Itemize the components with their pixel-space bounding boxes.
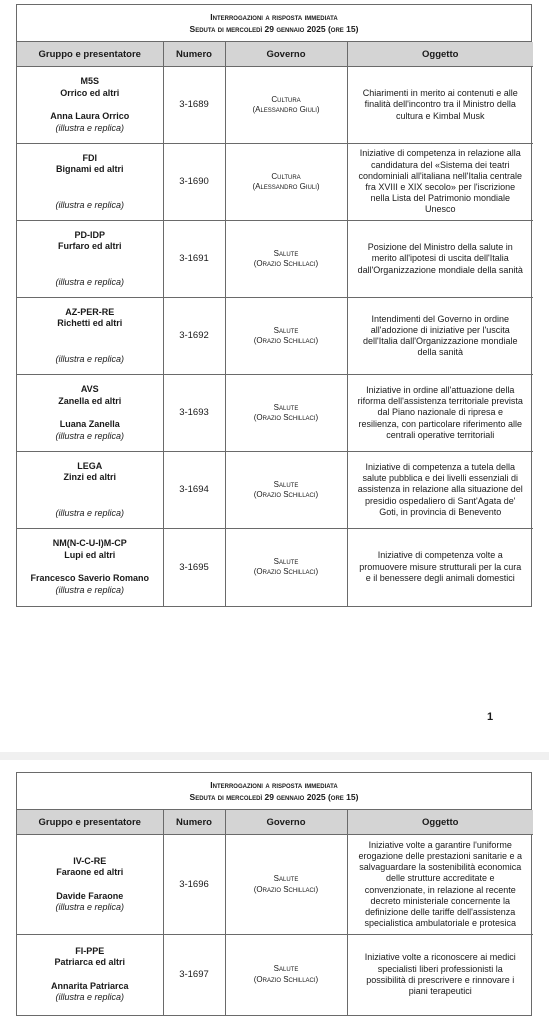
- group-name: FI-PPE: [75, 945, 105, 956]
- group-name: IV-C-RE: [73, 855, 107, 866]
- question-number: 3-1693: [163, 375, 225, 452]
- ministry-name: Salute: [273, 964, 299, 974]
- role-note: (illustra e replica): [55, 430, 125, 441]
- presenter-name: Patriarca ed altri: [54, 957, 126, 968]
- column-header-subject: Oggetto: [347, 42, 533, 67]
- group-cell: [17, 67, 163, 144]
- minister-name: (Orazio Schillaci): [253, 413, 319, 422]
- speaker-name: Francesco Saverio Romano: [30, 573, 150, 584]
- group-name: PD-IDP: [74, 229, 105, 240]
- column-header-number: Numero: [163, 42, 225, 67]
- group-cell: [17, 452, 163, 529]
- role-note: (illustra e replica): [55, 199, 125, 210]
- ministry-name: Salute: [273, 325, 299, 335]
- group-cell: [17, 298, 163, 375]
- table-row: [17, 935, 533, 1015]
- ministry-name: Salute: [273, 556, 299, 566]
- group-cell: [17, 144, 163, 221]
- speaker-name: Annarita Patriarca: [50, 980, 129, 991]
- minister-name: (Alessandro Giuli): [252, 105, 320, 114]
- question-number: 3-1690: [163, 144, 225, 221]
- questions-table: [17, 42, 533, 606]
- group-cell: [17, 375, 163, 452]
- government-cell: [225, 144, 347, 221]
- group-cell: [17, 835, 163, 935]
- subject-cell: Posizione del Ministro della salute in merito all'ipotesi di uscita dell'Italia dall'Organizzazione mondiale della sanità: [347, 221, 533, 298]
- government-cell: [225, 835, 347, 935]
- group-cell: [17, 529, 163, 606]
- role-note: (illustra e replica): [55, 902, 125, 912]
- table-row: [17, 298, 533, 375]
- government-cell: [225, 452, 347, 529]
- government-cell: [225, 221, 347, 298]
- subject-cell: Iniziative di competenza volte a promuovere misure strutturali per la cura e il benessere degli animali domestici: [359, 550, 522, 583]
- group-name: AVS: [80, 384, 99, 394]
- group-name: NM(N-C-U-I)M-CP: [52, 538, 127, 549]
- government-cell: [225, 298, 347, 375]
- table-row: [17, 67, 533, 144]
- agenda-sheet: [16, 4, 532, 607]
- column-header-group: Gruppo e presentatore: [17, 810, 163, 835]
- presenter-name: Orrico ed altri: [60, 87, 120, 98]
- group-name: FDI: [82, 152, 97, 163]
- table-row: [17, 144, 533, 221]
- subject-cell: Iniziative in ordine all'attuazione della riforma dell'assistenza territoriale prevista dal Piano nazionale di ripresa e resilienza, con particolare riferimento alle centrali operative territoriali: [347, 375, 533, 452]
- government-cell: [225, 67, 347, 144]
- column-header-government: Governo: [225, 810, 347, 835]
- presenter-name: Bignami ed altri: [55, 164, 124, 175]
- minister-name: (Orazio Schillaci): [253, 259, 319, 268]
- ministry-name: Cultura: [271, 171, 301, 181]
- presenter-name: Faraone ed altri: [56, 867, 124, 877]
- ministry-name: Salute: [273, 874, 299, 883]
- question-number: 3-1689: [163, 67, 225, 144]
- group-name: AZ-PER-RE: [65, 306, 115, 317]
- presenter-name: Zanella ed altri: [58, 395, 122, 406]
- role-note: (illustra e replica): [55, 122, 125, 133]
- question-number: 3-1697: [163, 935, 225, 1015]
- role-note: (illustra e replica): [55, 584, 125, 595]
- question-number: 3-1694: [163, 452, 225, 529]
- agenda-header: [17, 773, 531, 810]
- subject-cell: Iniziative volte a riconoscere ai medici specialisti liberi professionisti la possibilità di prescrivere e rinnovare i piani terapeutici: [364, 952, 516, 996]
- minister-name: (Alessandro Giuli): [252, 182, 320, 191]
- agenda-header: [17, 5, 531, 42]
- ministry-name: Salute: [273, 402, 299, 412]
- page-number: 1: [487, 711, 494, 723]
- session-date: Seduta di mercoledì 29 gennaio 2025 (ore 15): [189, 792, 359, 802]
- question-number: 3-1692: [163, 298, 225, 375]
- role-note: (illustra e replica): [55, 992, 125, 1003]
- session-date: Seduta di mercoledì 29 gennaio 2025 (ore 15): [189, 24, 359, 34]
- minister-name: (Orazio Schillaci): [253, 884, 319, 894]
- role-note: (illustra e replica): [55, 276, 125, 287]
- table-row: [17, 375, 533, 452]
- question-number: 3-1696: [163, 835, 225, 935]
- questions-table: [17, 810, 533, 1015]
- table-row: [17, 835, 533, 935]
- table-row: [17, 221, 533, 298]
- government-cell: [225, 529, 347, 606]
- table-row: [17, 529, 533, 606]
- ministry-name: Salute: [273, 479, 299, 489]
- group-name: LEGA: [77, 460, 103, 471]
- speaker-name: Anna Laura Orrico: [50, 111, 130, 121]
- column-header-group: Gruppo e presentatore: [17, 42, 163, 67]
- government-cell: [225, 935, 347, 1015]
- table-row: [17, 452, 533, 529]
- ministry-name: Salute: [273, 248, 299, 258]
- ministry-name: Cultura: [271, 94, 301, 104]
- subject-cell: Chiarimenti in merito ai contenuti e alle finalità dell'incontro tra il Ministro della cultura e Kimbal Musk: [347, 67, 533, 144]
- question-number: 3-1695: [163, 529, 225, 606]
- presenter-name: Zinzi ed altri: [63, 472, 116, 483]
- column-header-number: Numero: [163, 810, 225, 835]
- speaker-name: Luana Zanella: [59, 419, 120, 429]
- subject-cell: Iniziative di competenza in relazione alla candidatura del «Sistema dei teatri condominiali all'italiana nell'Italia centrale fra XVIII e XIX secolo» per l'iscrizione nella Lista del Patrimonio mondiale Unesco: [347, 144, 533, 221]
- presenter-name: Lupi ed altri: [64, 549, 116, 560]
- subject-cell: Iniziative di competenza a tutela della salute pubblica e dei livelli essenziali di assistenza in relazione alla situazione del presidio ospedaliero di Sant'Agata de' Goti, in provincia di Benevento: [347, 452, 533, 529]
- question-number: 3-1691: [163, 221, 225, 298]
- column-header-subject: Oggetto: [347, 810, 533, 835]
- agenda-title: Interrogazioni a risposta immediata: [210, 780, 338, 790]
- subject-cell: Iniziative volte a garantire l'uniforme erogazione delle prestazioni sanitarie e a salvaguardare la sostenibilità economica delle strutture accreditate e convenzionate, in relazione al recente decreto ministeriale concernente la definizione delle tariffe dell'assistenza specialistica ambulatoriale e protesica: [347, 835, 533, 935]
- agenda-title: Interrogazioni a risposta immediata: [210, 12, 338, 22]
- group-cell: [17, 935, 163, 1015]
- minister-name: (Orazio Schillaci): [253, 490, 319, 499]
- table-header-row: [17, 42, 533, 67]
- minister-name: (Orazio Schillaci): [253, 336, 319, 345]
- presenter-name: Richetti ed altri: [57, 318, 123, 329]
- document-page-2: [0, 760, 549, 1024]
- column-header-government: Governo: [225, 42, 347, 67]
- minister-name: (Orazio Schillaci): [253, 567, 319, 577]
- agenda-sheet: [16, 772, 532, 1016]
- table-header-row: [17, 810, 533, 835]
- minister-name: (Orazio Schillaci): [253, 974, 319, 984]
- subject-cell: Intendimenti del Governo in ordine all'adozione di iniziative per l'uscita dell'Italia dall'Organizzazione mondiale della sanità: [347, 298, 533, 375]
- role-note: (illustra e replica): [55, 353, 125, 364]
- government-cell: [225, 375, 347, 452]
- presenter-name: Furfaro ed altri: [57, 241, 122, 252]
- role-note: (illustra e replica): [55, 507, 125, 518]
- group-cell: [17, 221, 163, 298]
- group-name: M5S: [80, 76, 99, 86]
- speaker-name: Davide Faraone: [56, 890, 124, 901]
